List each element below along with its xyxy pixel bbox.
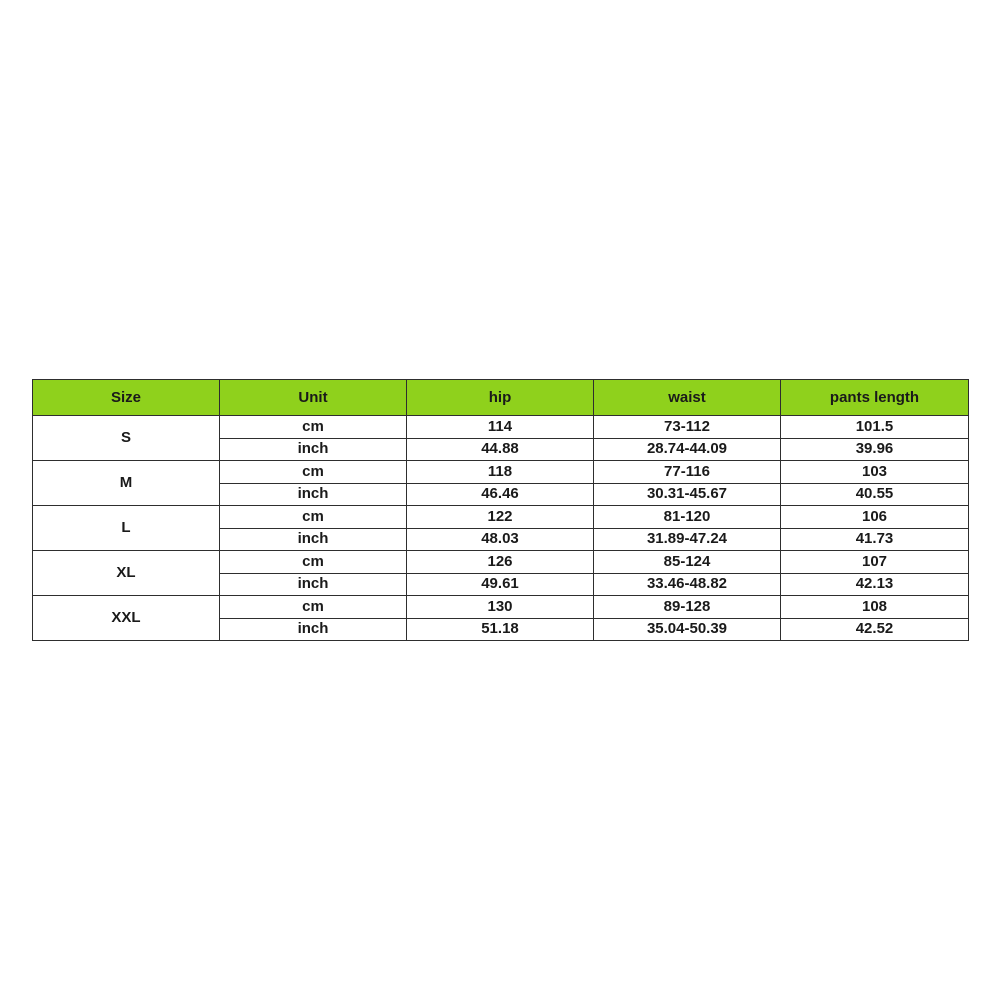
waist-cell: 77-116 [594, 461, 781, 484]
hip-cell: 114 [407, 416, 594, 439]
unit-cell: cm [220, 461, 407, 484]
waist-cell: 73-112 [594, 416, 781, 439]
pants-length-cell: 40.55 [781, 483, 969, 506]
hip-cell: 118 [407, 461, 594, 484]
pants-length-cell: 42.13 [781, 573, 969, 596]
pants-length-cell: 42.52 [781, 618, 969, 641]
hip-cell: 51.18 [407, 618, 594, 641]
pants-length-cell: 39.96 [781, 438, 969, 461]
pants-length-cell: 107 [781, 551, 969, 574]
hip-cell: 44.88 [407, 438, 594, 461]
pants-length-cell: 106 [781, 506, 969, 529]
header-unit: Unit [220, 380, 407, 416]
hip-cell: 46.46 [407, 483, 594, 506]
waist-cell: 31.89-47.24 [594, 528, 781, 551]
pants-length-cell: 41.73 [781, 528, 969, 551]
table-row [33, 551, 969, 574]
table-row [33, 596, 969, 619]
size-chart-table [32, 379, 969, 641]
table-row [33, 416, 969, 439]
size-label: S [33, 416, 220, 461]
pants-length-cell: 108 [781, 596, 969, 619]
table-row [33, 506, 969, 529]
size-label: XL [33, 551, 220, 596]
header-size: Size [33, 380, 220, 416]
table-header [33, 380, 969, 416]
pants-length-cell: 103 [781, 461, 969, 484]
header-row [33, 380, 969, 416]
unit-cell: cm [220, 506, 407, 529]
hip-cell: 122 [407, 506, 594, 529]
pants-length-cell: 101.5 [781, 416, 969, 439]
waist-cell: 89-128 [594, 596, 781, 619]
hip-cell: 126 [407, 551, 594, 574]
unit-cell: cm [220, 416, 407, 439]
table-row [33, 461, 969, 484]
header-hip: hip [407, 380, 594, 416]
hip-cell: 49.61 [407, 573, 594, 596]
unit-cell: cm [220, 596, 407, 619]
waist-cell: 33.46-48.82 [594, 573, 781, 596]
waist-cell: 35.04-50.39 [594, 618, 781, 641]
header-pants-length: pants length [781, 380, 969, 416]
unit-cell: inch [220, 528, 407, 551]
table-body [33, 416, 969, 641]
unit-cell: inch [220, 573, 407, 596]
header-waist: waist [594, 380, 781, 416]
waist-cell: 30.31-45.67 [594, 483, 781, 506]
size-label: M [33, 461, 220, 506]
unit-cell: inch [220, 438, 407, 461]
size-label: L [33, 506, 220, 551]
unit-cell: inch [220, 483, 407, 506]
hip-cell: 48.03 [407, 528, 594, 551]
waist-cell: 85-124 [594, 551, 781, 574]
hip-cell: 130 [407, 596, 594, 619]
unit-cell: inch [220, 618, 407, 641]
waist-cell: 28.74-44.09 [594, 438, 781, 461]
size-label: XXL [33, 596, 220, 641]
unit-cell: cm [220, 551, 407, 574]
waist-cell: 81-120 [594, 506, 781, 529]
